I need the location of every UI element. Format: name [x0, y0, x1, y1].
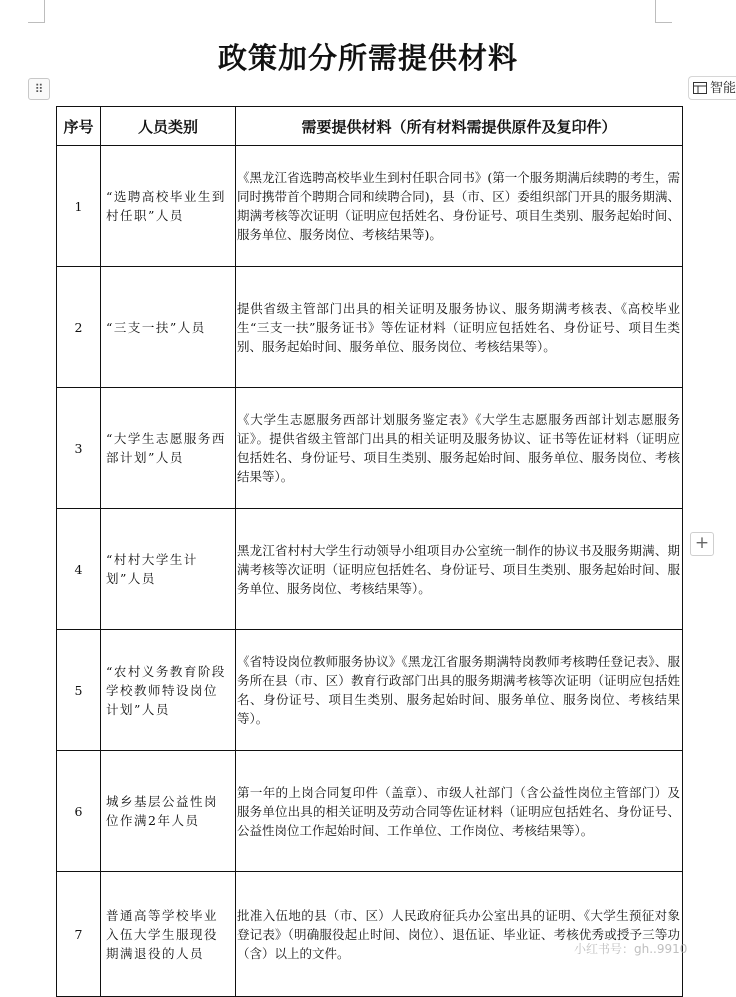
- row-seq: 6: [57, 751, 101, 872]
- table-row: [57, 267, 683, 388]
- table-header-row: [57, 107, 683, 146]
- document-title: 政策加分所需提供材料: [217, 41, 518, 75]
- table-row: [57, 146, 683, 267]
- row-category: “三支一扶”人员: [101, 267, 236, 388]
- table-row: [57, 388, 683, 509]
- materials-table: [56, 106, 683, 997]
- row-seq: 1: [57, 146, 101, 267]
- row-materials: 《黑龙江省选聘高校毕业生到村任职合同书》(第一个服务期满后续聘的考生，需同时携带首个聘期合同和续聘合同)，县（市、区）委组织部门开具的服务期满、期满考核等次证明（证明应包括姓名、身份证号、项目生类别、服务起始时间、服务单位、服务岗位、考核结果等)。: [236, 146, 683, 267]
- row-materials: 第一年的上岗合同复印件（盖章）、市级人社部门（含公益性岗位主管部门）及服务单位出具的相关证明及劳动合同等佐证材料（证明应包括姓名、身份证号、公益性岗位工作起始时间、工作单位、工作岗位、考核结果等）。: [236, 751, 683, 872]
- row-materials: 《省特设岗位教师服务协议》《黑龙江省服务期满特岗教师考核聘任登记表》、服务所在县（市、区）教育行政部门出具的服务期满考核等次证明（证明应包括姓名、身份证号、项目生类别、服务起始时间、服务单位、服务岗位、考核结果等）。: [236, 630, 683, 751]
- smart-table-icon: [693, 82, 707, 94]
- row-category: “村村大学生计划”人员: [101, 509, 236, 630]
- row-materials: 黑龙江省村村大学生行动领导小组项目办公室统一制作的协议书及服务期满、期满考核等次证明（证明应包括姓名、身份证号、项目生类别、服务起始时间、服务单位、服务岗位、考核结果等）。: [236, 509, 683, 630]
- row-materials: 《大学生志愿服务西部计划服务鉴定表》《大学生志愿服务西部计划志愿服务证》。提供省级主管部门出具的相关证明及服务协议、证书等佐证材料（证明应包括姓名、身份证号、项目生类别、服务起始时间、服务单位、服务岗位、考核结果等）。: [236, 388, 683, 509]
- row-materials: 提供省级主管部门出具的相关证明及服务协议、服务期满考核表、《高校毕业生“三支一扶”服务证书》等佐证材料（证明应包括姓名、身份证号、项目生类别、服务起始时间、服务单位、服务岗位、考核结果等）。: [236, 267, 683, 388]
- row-seq: 4: [57, 509, 101, 630]
- row-materials: 批准入伍地的县（市、区）人民政府征兵办公室出具的证明、《大学生预征对象登记表》（明确服役起止时间、岗位）、退伍证、毕业证、考核优秀或授予三等功（含）以上的文件。: [236, 872, 683, 997]
- row-seq: 3: [57, 388, 101, 509]
- header-materials: 需要提供材料（所有材料需提供原件及复印件）: [236, 107, 683, 146]
- watermark: 小红书号：gh..9910: [574, 942, 688, 956]
- table-row: [57, 872, 683, 997]
- smart-button-label: 智能: [710, 81, 736, 96]
- header-seq: 序号: [57, 107, 101, 146]
- row-category: “农村义务教育阶段学校教师特设岗位计划”人员: [101, 630, 236, 751]
- table-drag-handle-icon[interactable]: ⠿: [28, 78, 50, 100]
- table-row: [57, 751, 683, 872]
- row-category: “选聘高校毕业生到村任职”人员: [101, 146, 236, 267]
- row-seq: 2: [57, 267, 101, 388]
- table-row: [57, 509, 683, 630]
- smart-button[interactable]: [688, 76, 736, 100]
- row-seq: 5: [57, 630, 101, 751]
- row-category: 普通高等学校毕业入伍大学生服现役期满退役的人员: [101, 872, 236, 997]
- page-corner-mark-left: [28, 0, 45, 23]
- header-category: 人员类别: [101, 107, 236, 146]
- row-seq: 7: [57, 872, 101, 997]
- row-category: 城乡基层公益性岗位作满2年人员: [101, 751, 236, 872]
- row-category: “大学生志愿服务西部计划”人员: [101, 388, 236, 509]
- add-column-button[interactable]: +: [690, 532, 714, 556]
- page-corner-mark-right: [655, 0, 672, 23]
- table-row: [57, 630, 683, 751]
